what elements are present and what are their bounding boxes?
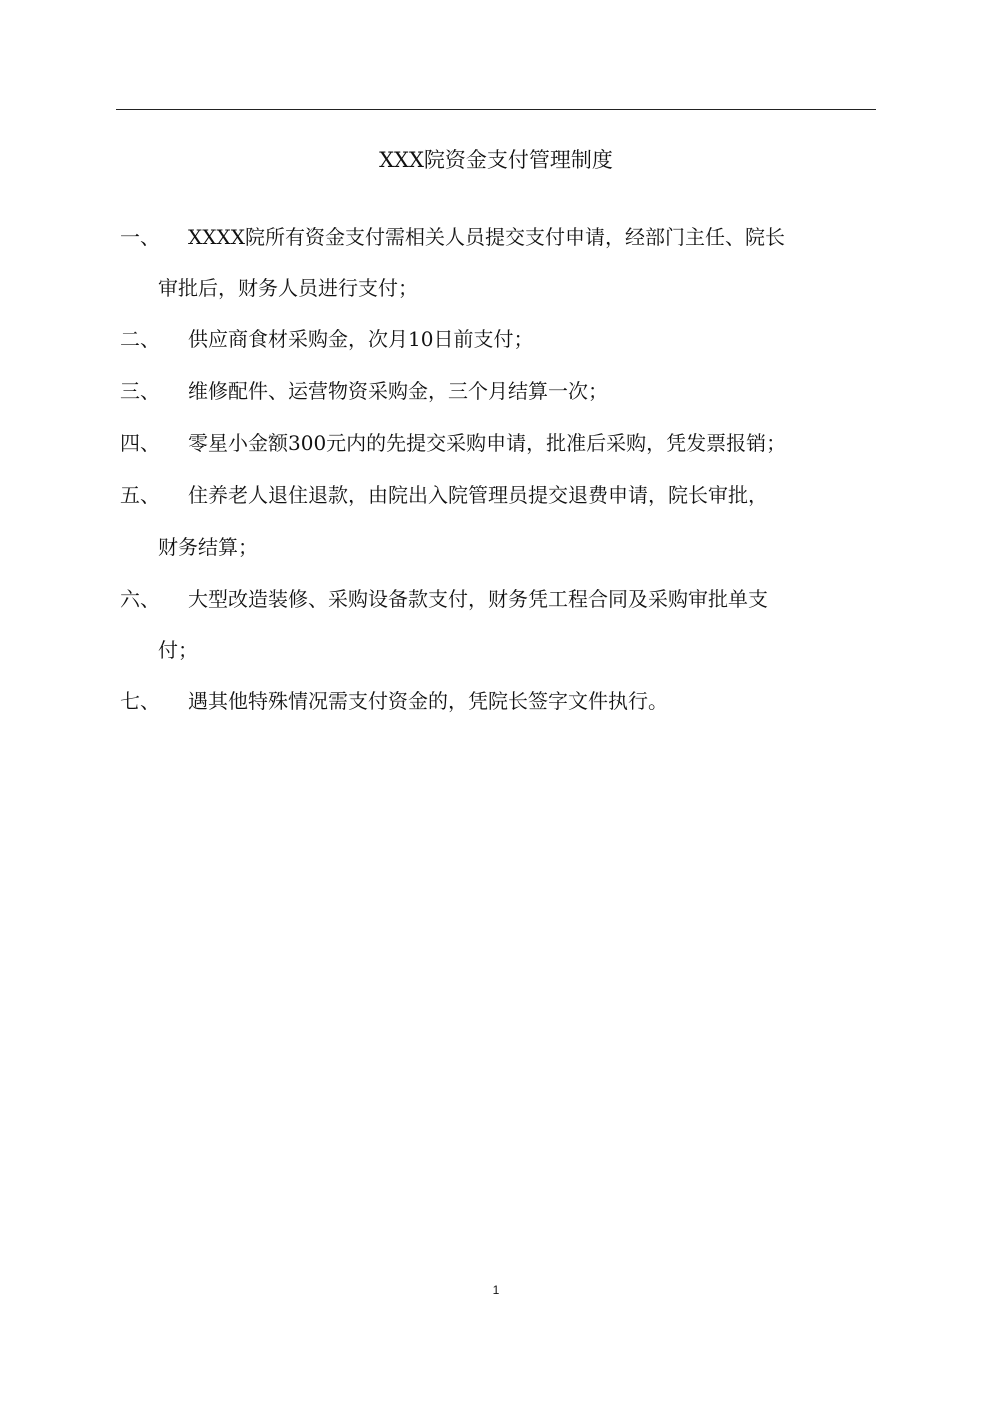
page-number: 1 xyxy=(492,1283,500,1297)
clause-number: 六、 xyxy=(120,587,160,611)
clause-number: 四、 xyxy=(120,431,160,455)
clause-number: 七、 xyxy=(120,689,160,713)
clause-text: 维修配件、运营物资采购金，三个月结算一次； xyxy=(188,379,608,403)
clause-text: 零星小金额300元内的先提交采购申请，批准后采购，凭发票报销； xyxy=(188,431,787,455)
clause-text: 大型改造装修、采购设备款支付，财务凭工程合同及采购审批单支 xyxy=(188,587,768,611)
clause-number: 三、 xyxy=(120,379,160,403)
clause-text-continued: 审批后，财务人员进行支付； xyxy=(158,276,418,300)
clause-text: 遇其他特殊情况需支付资金的，凭院长签字文件执行。 xyxy=(188,689,668,713)
clause-text-continued: 财务结算； xyxy=(158,535,258,559)
clause-text-continued: 付； xyxy=(158,638,198,662)
clause-number: 二、 xyxy=(120,327,160,351)
clause-text: 住养老人退住退款，由院出入院管理员提交退费申请，院长审批， xyxy=(188,483,768,507)
clause-number: 一、 xyxy=(120,225,160,249)
document-title: XXX院资金支付管理制度 xyxy=(379,148,613,172)
clause-text: 供应商食材采购金，次月10日前支付； xyxy=(188,327,534,351)
clause-text: XXXX院所有资金支付需相关人员提交支付申请，经部门主任、院长 xyxy=(188,225,785,249)
clause-number: 五、 xyxy=(120,483,160,507)
